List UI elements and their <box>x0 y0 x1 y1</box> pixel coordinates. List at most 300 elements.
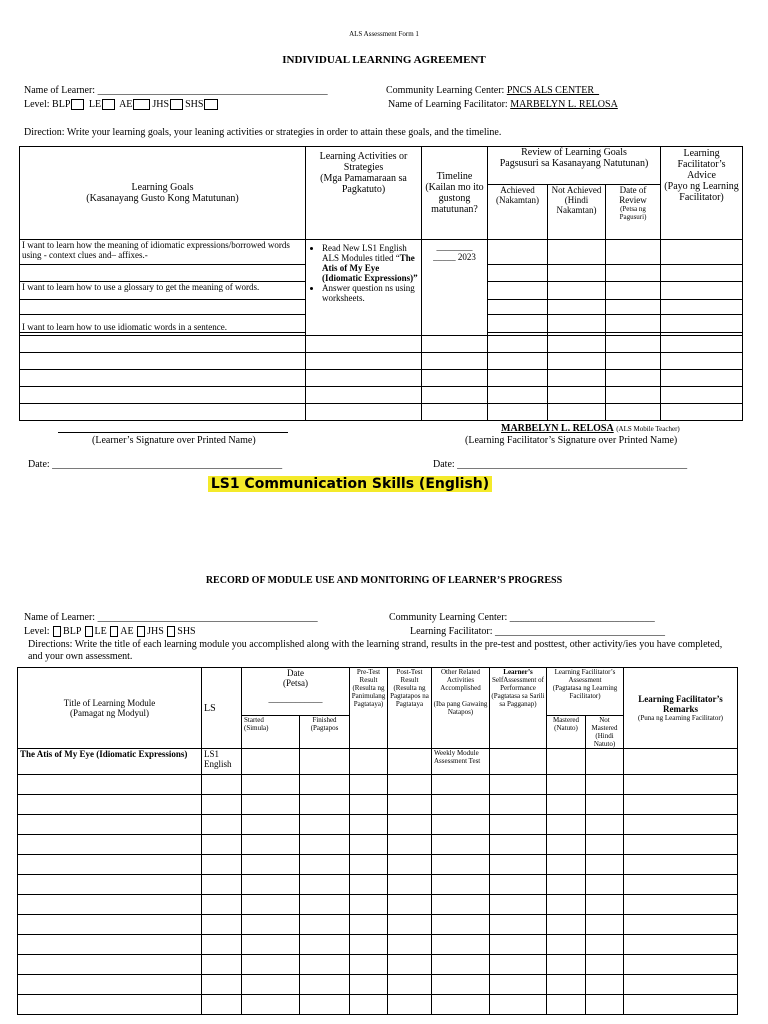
table-row[interactable] <box>18 935 202 955</box>
remarks-cell[interactable] <box>624 935 738 955</box>
advice-cell[interactable] <box>661 265 743 282</box>
started-cell[interactable] <box>242 749 300 775</box>
header-pretest <box>350 668 388 749</box>
not-mastered-cell[interactable] <box>586 855 624 875</box>
timeline-cell[interactable] <box>422 240 488 336</box>
record-le-checkbox[interactable] <box>85 626 93 637</box>
timeline-year: _____ 2023 <box>433 252 476 262</box>
level-ae-checkbox[interactable] <box>133 99 150 110</box>
activity-1-text: Read New LS1 English ALS Modules titled “ <box>322 243 407 263</box>
header-mastered <box>547 716 586 749</box>
other-activities-cell[interactable] <box>432 815 490 835</box>
table-row[interactable] <box>18 835 202 855</box>
pretest-cell[interactable] <box>350 749 388 775</box>
timeline-cell[interactable] <box>422 353 488 370</box>
header-learning-activities <box>306 147 422 240</box>
posttest-cell[interactable] <box>388 795 432 815</box>
not-mastered-cell[interactable] <box>586 895 624 915</box>
header-module-title-sub: (Pamagat ng Modyul) <box>70 708 149 718</box>
facilitator-value[interactable]: MARBELYN L. RELOSA <box>510 99 618 110</box>
advice-cell[interactable] <box>661 336 743 353</box>
other-activities-cell[interactable] <box>432 915 490 935</box>
level-blp-label: Level: BLP <box>24 99 71 110</box>
advice-cell[interactable] <box>661 300 743 315</box>
header-date-review-label: Date of Review <box>619 185 647 205</box>
timeline-cell[interactable] <box>422 404 488 421</box>
mastered-cell[interactable] <box>547 895 586 915</box>
activities-cell[interactable] <box>306 336 422 353</box>
finished-cell[interactable] <box>300 855 350 875</box>
goal-cell[interactable] <box>20 300 306 315</box>
other-activities-cell[interactable] <box>432 995 490 1015</box>
posttest-cell[interactable] <box>388 935 432 955</box>
posttest-cell[interactable] <box>388 775 432 795</box>
header-not-mastered <box>586 716 624 749</box>
remarks-cell[interactable] <box>624 875 738 895</box>
remarks-cell[interactable] <box>624 749 738 775</box>
header-goals-sub: (Kasanayang Gusto Kong Matutunan) <box>86 193 239 204</box>
activities-cell[interactable] <box>306 387 422 404</box>
mastered-cell[interactable] <box>547 875 586 895</box>
not-mastered-cell[interactable] <box>586 935 624 955</box>
header-achieved <box>488 185 548 240</box>
header-activities-sub: (Mga Pamamaraan sa Pagkatuto) <box>320 173 407 195</box>
not-mastered-cell[interactable] <box>586 795 624 815</box>
level-shs-checkbox[interactable] <box>204 99 218 110</box>
started-cell[interactable] <box>242 935 300 955</box>
record-shs-checkbox[interactable] <box>167 626 175 637</box>
finished-cell[interactable] <box>300 915 350 935</box>
header-posttest-sub: (Resulta ng Pagtatapos na Pagtataya <box>390 684 429 708</box>
finished-cell[interactable] <box>300 955 350 975</box>
other-activities-cell[interactable] <box>432 795 490 815</box>
date-review-cell[interactable] <box>606 387 661 404</box>
header-started <box>242 716 300 749</box>
not-achieved-cell[interactable] <box>548 315 606 333</box>
remarks-cell[interactable] <box>624 795 738 815</box>
header-achieved-label: Achieved <box>500 185 535 195</box>
self-assessment-cell[interactable] <box>490 935 547 955</box>
started-cell[interactable] <box>242 795 300 815</box>
record-ae-checkbox[interactable] <box>110 626 118 637</box>
self-assessment-cell[interactable] <box>490 915 547 935</box>
not-mastered-cell[interactable] <box>586 815 624 835</box>
self-assessment-cell[interactable] <box>490 895 547 915</box>
posttest-cell[interactable] <box>388 915 432 935</box>
remarks-cell[interactable] <box>624 775 738 795</box>
timeline-cell[interactable] <box>422 387 488 404</box>
module-ls-cell[interactable] <box>202 835 242 855</box>
record-clc-field[interactable]: Community Learning Center: _____________________________ <box>389 612 655 623</box>
table-row[interactable] <box>18 975 202 995</box>
not-achieved-cell[interactable] <box>548 336 606 353</box>
posttest-cell[interactable] <box>388 749 432 775</box>
achieved-cell[interactable] <box>488 300 548 315</box>
header-date-review-sub: (Petsa ng Pagusuri) <box>619 205 647 221</box>
started-cell[interactable] <box>242 995 300 1015</box>
facilitator-role: (ALS Mobile Teacher) <box>616 425 680 433</box>
header-module-title-label: Title of Learning Module <box>63 698 156 708</box>
date-review-cell[interactable] <box>606 240 661 265</box>
header-advice-label: Learning Facilitator’s Advice <box>677 148 726 181</box>
activities-cell[interactable] <box>306 353 422 370</box>
header-finished-label: Finished <box>312 716 337 724</box>
posttest-cell[interactable] <box>388 835 432 855</box>
date-review-cell[interactable] <box>606 300 661 315</box>
not-achieved-cell[interactable] <box>548 282 606 300</box>
table-row[interactable] <box>18 815 202 835</box>
remarks-cell[interactable] <box>624 975 738 995</box>
date-review-cell[interactable] <box>606 370 661 387</box>
header-mastered-sub: (Natuto) <box>554 724 578 732</box>
module-ls-cell[interactable] <box>202 955 242 975</box>
posttest-cell[interactable] <box>388 955 432 975</box>
module-ls-cell[interactable] <box>202 855 242 875</box>
date-review-cell[interactable] <box>606 315 661 333</box>
other-activities-cell[interactable]: Weekly Module Assessment Test <box>432 749 490 775</box>
header-self-assessment <box>490 668 547 749</box>
mastered-cell[interactable] <box>547 835 586 855</box>
goal-cell[interactable] <box>20 265 306 282</box>
page-title: INDIVIDUAL LEARNING AGREEMENT <box>282 54 486 66</box>
learner-signature-line[interactable] <box>58 432 288 433</box>
module-ls-cell[interactable] <box>202 935 242 955</box>
table-row[interactable] <box>18 915 202 935</box>
module-title-cell[interactable]: The Atis of My Eye (Idiomatic Expressions) <box>18 749 202 775</box>
level-le-checkbox[interactable] <box>102 99 115 110</box>
header-not-achieved-label: Not Achieved <box>551 185 602 195</box>
goal-cell[interactable] <box>20 353 306 370</box>
mastered-cell[interactable] <box>547 915 586 935</box>
record-ae-label: AE <box>120 626 134 637</box>
other-activities-cell[interactable] <box>432 935 490 955</box>
header-pretest-sub: (Resulta ng Panimulang Pagtataya) <box>351 684 386 708</box>
remarks-cell[interactable] <box>624 835 738 855</box>
achieved-cell[interactable] <box>488 240 548 265</box>
achieved-cell[interactable] <box>488 370 548 387</box>
finished-cell[interactable] <box>300 749 350 775</box>
module-ls-cell[interactable] <box>202 795 242 815</box>
table-row[interactable] <box>18 775 202 795</box>
header-review-sub: Pagsusuri sa Kasanayang Natutunan) <box>499 158 649 169</box>
form-code: ALS Assessment Form 1 <box>349 30 419 38</box>
header-review <box>488 147 661 185</box>
table-row[interactable] <box>18 855 202 875</box>
started-cell[interactable] <box>242 855 300 875</box>
self-assessment-cell[interactable] <box>490 795 547 815</box>
level-jhs-label: JHS <box>152 99 170 110</box>
self-assessment-cell[interactable] <box>490 875 547 895</box>
started-cell[interactable] <box>242 875 300 895</box>
module-ls-cell[interactable] <box>202 815 242 835</box>
mastered-cell[interactable] <box>547 815 586 835</box>
not-achieved-cell[interactable] <box>548 370 606 387</box>
level-jhs-checkbox[interactable] <box>170 99 183 110</box>
pretest-cell[interactable] <box>350 855 388 875</box>
module-ls-cell[interactable] <box>202 775 242 795</box>
header-lfa-label: Learning Facilitator’s Assessment <box>554 668 616 684</box>
date-review-cell[interactable] <box>606 265 661 282</box>
record-level-label: Level: <box>24 626 50 637</box>
goal-cell[interactable] <box>20 370 306 387</box>
started-cell[interactable] <box>242 835 300 855</box>
record-blp-label: BLP <box>63 626 82 637</box>
module-ls-cell[interactable] <box>202 975 242 995</box>
header-other-activities <box>432 668 490 749</box>
header-timeline-sub: (Kailan mo ito gustong matutunan? <box>425 182 484 215</box>
section-banner <box>0 475 700 493</box>
pretest-cell[interactable] <box>350 815 388 835</box>
facilitator-date-field[interactable]: Date: ______________________________________________ <box>433 459 688 470</box>
table-row[interactable] <box>18 995 202 1015</box>
header-facilitator-assessment <box>547 668 624 716</box>
pretest-cell[interactable] <box>350 975 388 995</box>
goal-cell-2[interactable]: I want to learn how to use a glossary to get the meaning of words. <box>20 282 306 300</box>
header-finished-sub: (Pagtapos <box>310 724 339 732</box>
header-started-label: Started <box>244 716 264 724</box>
facilitator-label: Name of Learning Facilitator: <box>388 99 508 110</box>
self-assessment-cell[interactable] <box>490 835 547 855</box>
header-timeline-label: Timeline <box>436 171 473 182</box>
header-date-label: Date <box>287 668 304 678</box>
achieved-cell[interactable] <box>488 336 548 353</box>
date-review-cell[interactable] <box>606 353 661 370</box>
mastered-cell[interactable] <box>547 975 586 995</box>
finished-cell[interactable] <box>300 995 350 1015</box>
achieved-cell[interactable] <box>488 353 548 370</box>
self-assessment-cell[interactable] <box>490 815 547 835</box>
self-assessment-cell[interactable] <box>490 775 547 795</box>
learner-name-field[interactable]: Name of Learner: ______________________________________________ <box>24 85 328 96</box>
timeline-blank: ________ <box>436 242 473 252</box>
goal-cell[interactable] <box>20 387 306 404</box>
learning-agreement-table <box>19 146 743 421</box>
other-activities-cell[interactable] <box>432 955 490 975</box>
other-activities-cell[interactable] <box>432 975 490 995</box>
module-ls-cell[interactable] <box>202 875 242 895</box>
self-assessment-cell[interactable] <box>490 995 547 1015</box>
level-ae-label: AE <box>119 99 133 110</box>
pretest-cell[interactable] <box>350 775 388 795</box>
pretest-cell[interactable] <box>350 835 388 855</box>
finished-cell[interactable] <box>300 895 350 915</box>
table-row[interactable] <box>18 795 202 815</box>
advice-cell[interactable] <box>661 315 743 333</box>
facilitator-signature-caption: (Learning Facilitator’s Signature over Printed Name) <box>465 435 678 446</box>
header-activities-label: Learning Activities or Strategies <box>319 151 408 173</box>
not-mastered-cell[interactable] <box>586 775 624 795</box>
started-cell[interactable] <box>242 895 300 915</box>
started-cell[interactable] <box>242 955 300 975</box>
other-activities-cell[interactable] <box>432 875 490 895</box>
posttest-cell[interactable] <box>388 895 432 915</box>
date-review-cell[interactable] <box>606 282 661 300</box>
table-row[interactable] <box>18 955 202 975</box>
header-review-label: Review of Learning Goals <box>521 147 627 158</box>
remarks-cell[interactable] <box>624 955 738 975</box>
level-blp-checkbox[interactable] <box>71 99 84 110</box>
mastered-cell[interactable] <box>547 935 586 955</box>
timeline-cell[interactable] <box>422 336 488 353</box>
not-achieved-cell[interactable] <box>548 404 606 421</box>
not-achieved-cell[interactable] <box>548 265 606 282</box>
timeline-cell[interactable] <box>422 370 488 387</box>
not-mastered-cell[interactable] <box>586 835 624 855</box>
not-mastered-cell[interactable] <box>586 975 624 995</box>
header-ls: LS <box>202 668 242 749</box>
finished-cell[interactable] <box>300 775 350 795</box>
table-row[interactable] <box>18 895 202 915</box>
module-record-table <box>17 667 738 1015</box>
achieved-cell[interactable] <box>488 404 548 421</box>
mastered-cell[interactable] <box>547 775 586 795</box>
advice-cell[interactable] <box>661 282 743 300</box>
not-achieved-cell[interactable] <box>548 353 606 370</box>
activity-item-1 <box>322 243 419 283</box>
not-mastered-cell[interactable] <box>586 955 624 975</box>
activity-2-text: Answer question ns using worksheets. <box>322 283 415 303</box>
header-pretest-label: Pre-Test Result <box>356 668 381 684</box>
header-achieved-sub: (Nakamtan) <box>496 195 539 205</box>
activities-cell[interactable] <box>306 240 422 336</box>
pretest-cell[interactable] <box>350 955 388 975</box>
table-row[interactable] <box>18 875 202 895</box>
level-le-label: LE <box>88 99 102 110</box>
posttest-cell[interactable] <box>388 995 432 1015</box>
pretest-cell[interactable] <box>350 995 388 1015</box>
posttest-cell[interactable] <box>388 815 432 835</box>
not-achieved-cell[interactable] <box>548 387 606 404</box>
achieved-cell[interactable] <box>488 315 548 333</box>
advice-cell[interactable] <box>661 404 743 421</box>
not-mastered-cell[interactable] <box>586 915 624 935</box>
learner-date-field[interactable]: Date: ______________________________________________ <box>28 459 283 470</box>
header-other-sub: (Iba pang Gawaing Natapos) <box>433 700 488 716</box>
date-review-cell[interactable] <box>606 336 661 353</box>
pretest-cell[interactable] <box>350 875 388 895</box>
header-not-mastered-sub: (Hindi Natuto) <box>593 732 616 748</box>
header-date-sub: (Petsa) <box>283 678 308 688</box>
mastered-cell[interactable] <box>547 995 586 1015</box>
header-date <box>242 668 350 716</box>
goal-cell[interactable] <box>20 404 306 421</box>
posttest-cell[interactable] <box>388 875 432 895</box>
pretest-cell[interactable] <box>350 895 388 915</box>
pretest-cell[interactable] <box>350 915 388 935</box>
not-mastered-cell[interactable] <box>586 875 624 895</box>
advice-cell[interactable] <box>661 240 743 265</box>
not-mastered-cell[interactable] <box>586 995 624 1015</box>
header-module-title <box>18 668 202 749</box>
header-posttest <box>388 668 432 749</box>
level-options <box>24 99 220 110</box>
finished-cell[interactable] <box>300 815 350 835</box>
other-activities-cell[interactable] <box>432 775 490 795</box>
self-assessment-cell[interactable] <box>490 855 547 875</box>
record-jhs-label: JHS <box>147 626 164 637</box>
header-finished <box>300 716 350 749</box>
facilitator-signature-name <box>501 423 680 434</box>
started-cell[interactable] <box>242 775 300 795</box>
other-activities-cell[interactable] <box>432 835 490 855</box>
finished-cell[interactable] <box>300 795 350 815</box>
module-ls-cell[interactable] <box>202 895 242 915</box>
direction-text: Direction: Write your learning goals, your leaning activities or strategies in order to attain these goals, and the timeline. <box>24 127 502 138</box>
not-mastered-cell[interactable] <box>586 749 624 775</box>
advice-cell[interactable] <box>661 370 743 387</box>
posttest-cell[interactable] <box>388 975 432 995</box>
advice-cell[interactable] <box>661 353 743 370</box>
record-jhs-checkbox[interactable] <box>137 626 145 637</box>
header-learning-goals <box>20 147 306 240</box>
module-ls-cell[interactable] <box>202 995 242 1015</box>
remarks-cell[interactable] <box>624 895 738 915</box>
advice-cell[interactable] <box>661 387 743 404</box>
self-assessment-cell[interactable] <box>490 749 547 775</box>
started-cell[interactable] <box>242 975 300 995</box>
goal-cell[interactable] <box>20 336 306 353</box>
other-activities-cell[interactable] <box>432 895 490 915</box>
mastered-cell[interactable] <box>547 855 586 875</box>
learner-signature-caption: (Learner’s Signature over Printed Name) <box>92 435 256 446</box>
finished-cell[interactable] <box>300 975 350 995</box>
started-cell[interactable] <box>242 915 300 935</box>
date-review-cell[interactable] <box>606 404 661 421</box>
achieved-cell[interactable] <box>488 387 548 404</box>
clc-value[interactable]: PNCS ALS CENTER_ <box>506 85 600 96</box>
goal-cell-1[interactable]: I want to learn how the meaning of idiomatic expressions/borrowed words using - context clues and– affixes.- <box>20 240 306 265</box>
other-activities-cell[interactable] <box>432 855 490 875</box>
mastered-cell[interactable] <box>547 795 586 815</box>
achieved-cell[interactable] <box>488 282 548 300</box>
header-date-blank: ____________ <box>268 694 323 704</box>
module-ls-cell[interactable] <box>202 915 242 935</box>
mastered-cell[interactable] <box>547 749 586 775</box>
remarks-cell[interactable] <box>624 995 738 1015</box>
pretest-cell[interactable] <box>350 795 388 815</box>
header-goals-label: Learning Goals <box>131 182 194 193</box>
self-assessment-cell[interactable] <box>490 975 547 995</box>
finished-cell[interactable] <box>300 935 350 955</box>
pretest-cell[interactable] <box>350 935 388 955</box>
not-achieved-cell[interactable] <box>548 240 606 265</box>
activity-item-2 <box>322 283 419 303</box>
mastered-cell[interactable] <box>547 955 586 975</box>
activity-1-title: The Atis of My Eye (Idiomatic Expressions)” <box>322 253 418 283</box>
self-assessment-cell[interactable] <box>490 955 547 975</box>
header-facilitator-advice <box>661 147 743 240</box>
goal-cell-3[interactable]: I want to learn how to use idiomatic words in a sentence. <box>20 315 306 333</box>
record-facilitator-field[interactable]: Learning Facilitator: __________________________________ <box>410 626 665 637</box>
activities-cell[interactable] <box>306 404 422 421</box>
record-learner-name-field[interactable]: Name of Learner: ____________________________________________ <box>24 612 318 623</box>
achieved-cell[interactable] <box>488 265 548 282</box>
header-other-label: Other Related Activities Accomplished <box>440 668 481 692</box>
remarks-cell[interactable] <box>624 915 738 935</box>
activities-cell[interactable] <box>306 370 422 387</box>
remarks-cell[interactable] <box>624 815 738 835</box>
module-ls-cell[interactable]: LS1 English <box>202 749 242 775</box>
level-shs-label: SHS <box>185 99 204 110</box>
record-blp-checkbox[interactable] <box>53 626 61 637</box>
remarks-cell[interactable] <box>624 855 738 875</box>
started-cell[interactable] <box>242 815 300 835</box>
finished-cell[interactable] <box>300 835 350 855</box>
finished-cell[interactable] <box>300 875 350 895</box>
not-achieved-cell[interactable] <box>548 300 606 315</box>
header-date-review <box>606 185 661 240</box>
posttest-cell[interactable] <box>388 855 432 875</box>
